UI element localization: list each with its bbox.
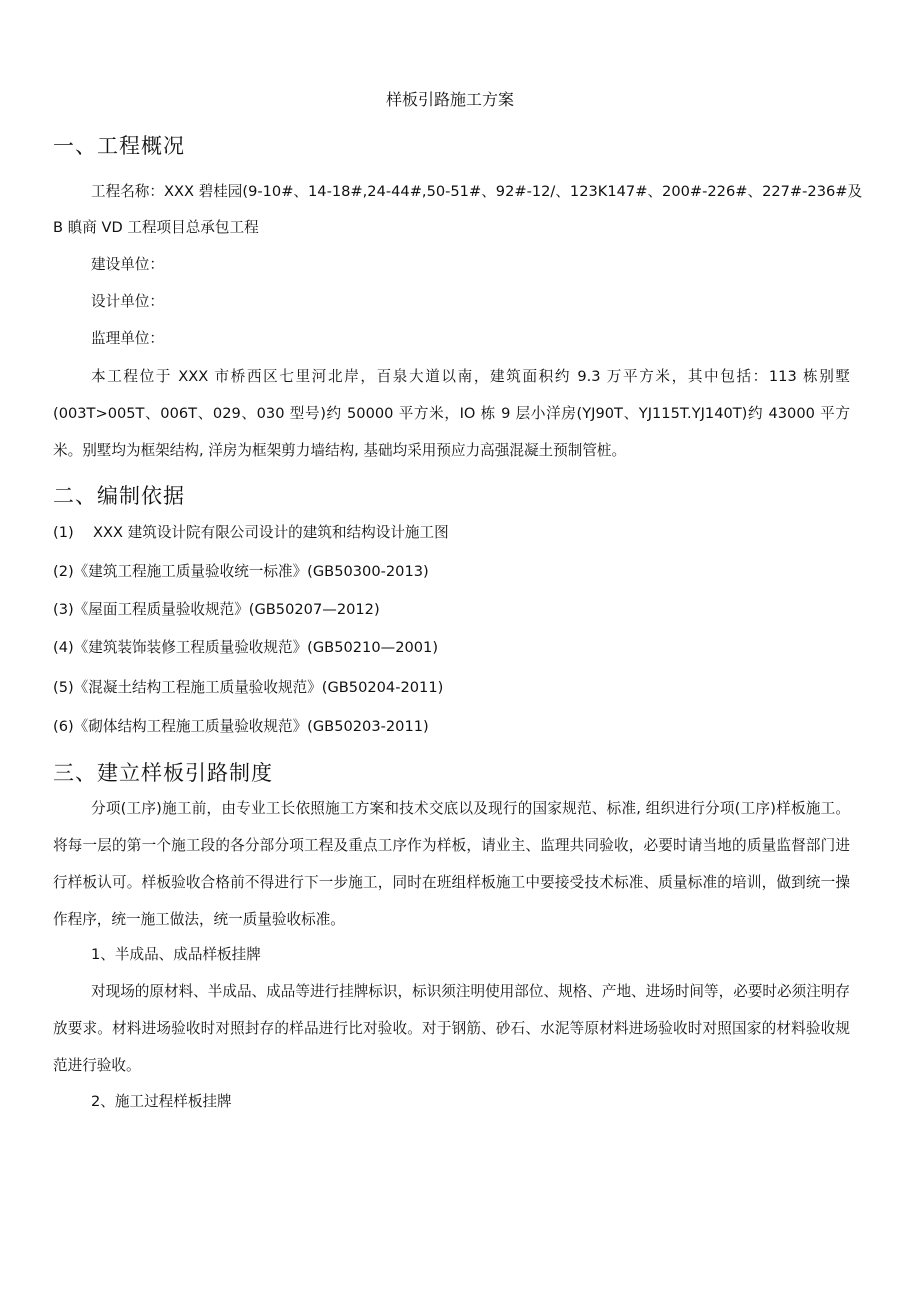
section-1-heading: 一、工程概况 <box>53 134 185 158</box>
builder-unit: 建设单位： <box>91 256 164 273</box>
reference-4: (4)《建筑装饰装修工程质量验收规范》(GB50210—2001) <box>53 639 439 656</box>
subsection-1-text: 对现场的原材料、半成品、成品等进行挂牌标识，标识须注明使用部位、规格、产地、进场时间等，必要时必须注明存放要求。材料进场验收时对照封存的样品进行比对验收。对于钢筋、砂石、水泥等原材料进场验收时对照国家的材料验收规范进行验收。 <box>53 983 850 1074</box>
section-3-heading: 三、建立样板引路制度 <box>53 761 273 785</box>
reference-1-number: (1) <box>53 524 74 541</box>
project-name-line-1: 工程名称：XXX 碧桂园(9-10#、14-18#,24-44#,50-51#、92#-12/、123K147#、200#-226#、227#-236#及 <box>91 183 863 200</box>
subsection-1-heading: 1、半成品、成品样板挂牌 <box>91 946 261 963</box>
designer-unit: 设计单位： <box>91 293 164 310</box>
document-title: 样板引路施工方案 <box>385 90 514 109</box>
section-2-heading: 二、编制依据 <box>53 484 185 508</box>
reference-1 <box>53 521 449 545</box>
sample-system-intro: 分项(工序)施工前，由专业工长依照施工方案和技术交底以及现行的国家规范、标准, 组织进行分项(工序)样板施工。将每一层的第一个施工段的各分部分项工程及重点工序作为样板，请业主、监理共同验收，必要时请当地的质量监督部门进行样板认可。样板验收合格前不得进行下一步施工，同时在班组样板施工中要接受技术标准、质量标准的培训，做到统一操作程序，统一施工做法，统一质量验收标准。 <box>53 800 850 928</box>
reference-1-text: XXX 建筑设计院有限公司设计的建筑和结构设计施工图 <box>93 524 449 541</box>
project-name-line-2: B 瞋商 VD 工程项目总承包工程 <box>53 219 259 236</box>
supervisor-unit: 监理单位： <box>91 330 164 347</box>
project-description: 本工程位于 XXX 市桥西区七里河北岸，百泉大道以南，建筑面积约 9.3 万平方米，其中包括：113 栋别墅(003T>005T、006T、029、030 型号)约 50000 平方米，IO 栋 9 层小洋房(YJ90T、YJ115T.YJ140T)约 43000 平方米。别墅均为框架结构, 洋房为框架剪力墙结构, 基础均采用预应力高强混凝土预制管桩。 <box>53 368 850 459</box>
reference-5: (5)《混凝土结构工程施工质量验收规范》(GB50204-2011) <box>53 679 444 696</box>
subsection-2-heading: 2、施工过程样板挂牌 <box>91 1093 232 1110</box>
reference-6: (6)《砌体结构工程施工质量验收规范》(GB50203-2011) <box>53 718 429 735</box>
reference-2: (2)《建筑工程施工质量验收统一标准》(GB50300-2013) <box>53 563 429 580</box>
reference-3: (3)《屋面工程质量验收规范》(GB50207—2012) <box>53 601 380 618</box>
